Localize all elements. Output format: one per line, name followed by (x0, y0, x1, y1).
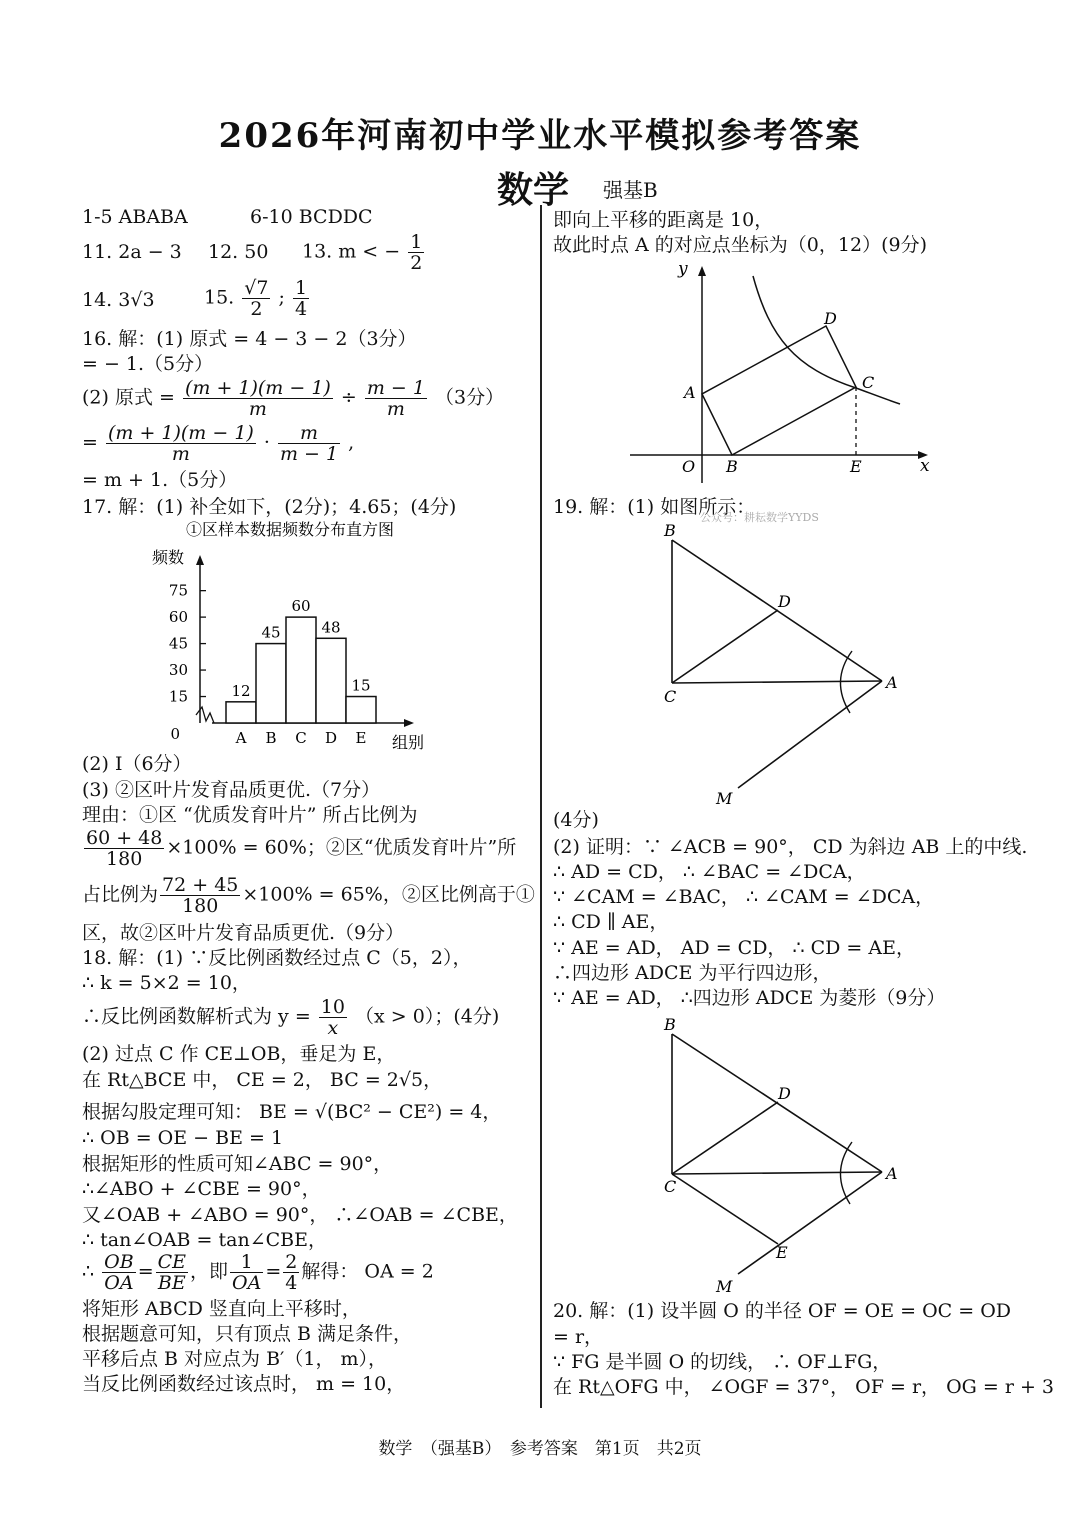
frac-den: 2 (250, 298, 263, 320)
segment-cd (672, 610, 778, 683)
q19-line-4: ∴ AD = CD， ∴ ∠BAC = ∠DCA， (553, 861, 866, 883)
q17-line-1: 17. 解：(1) 补全如下，(2分)；4.65；(4分) (82, 496, 457, 518)
label-d: D (824, 309, 837, 328)
q18-fraction-2-4 (283, 1252, 299, 1293)
watermark: 公众号：耕耘数学YYDS (700, 511, 819, 524)
q19-line-5: ∵ ∠CAM = ∠BAC， ∴ ∠CAM = ∠DCA， (553, 886, 935, 908)
label-e: E (776, 1243, 788, 1262)
y-axis-arrow (196, 555, 204, 565)
q18-line-10: 又∠OAB + ∠ABO = 90°， ∴∠OAB = ∠CBE， (82, 1204, 518, 1226)
category-label: D (324, 729, 338, 747)
category-label: B (265, 729, 277, 747)
q16-pre: (2) 原式 = (82, 386, 175, 409)
q20-line-2: = r， (553, 1326, 604, 1348)
frac-den: BE (157, 1272, 186, 1294)
frac-den: m − 1 (279, 443, 339, 465)
frac-num: OB (104, 1251, 134, 1273)
frac-den: m (248, 398, 267, 420)
category-label: E (355, 729, 367, 747)
q18-line-11: ∴ tan∠OAB = tan∠CBE， (82, 1229, 327, 1251)
r-line-1: 即向上平移的距离是 10， (553, 209, 774, 231)
ray-am (738, 1172, 882, 1274)
answers-6-10: 6-10 BCDDC (250, 206, 373, 228)
axis-break (196, 707, 214, 723)
subject-title: 数学 (497, 169, 570, 211)
q16-post: （3分） (435, 386, 505, 409)
q16-op: · (263, 431, 270, 454)
frac-num: CE (157, 1251, 187, 1273)
r-line-2: 故此时点 A 的对应点坐标为（0，12）(9分) (553, 234, 927, 256)
page-title: 2026年河南初中学业水平模拟参考答案 (218, 116, 862, 156)
bar-D (316, 638, 346, 723)
q16-op: ÷ (340, 386, 357, 409)
q19-line-1: 19. 解：(1) 如图所示： (553, 496, 756, 518)
y-tick-label: 75 (168, 581, 188, 600)
q18-fraction-ob-oa (102, 1252, 136, 1293)
frac-den: 2 (410, 252, 423, 274)
label-d: D (778, 592, 791, 611)
frac-den: m (171, 443, 190, 465)
frac-den: OA (232, 1272, 262, 1294)
q18-line-6: 根据勾股定理可知： BE = √(BC² − CE²) = 4， (82, 1101, 502, 1123)
bar-E (346, 697, 376, 723)
frac-den: OA (104, 1272, 134, 1294)
page-footer: 数学 （强基B） 参考答案 第1页 共2页 (378, 1439, 702, 1459)
column-divider (540, 205, 542, 1408)
histogram-chart (140, 515, 440, 755)
frac-num: 2 (285, 1251, 298, 1273)
q17-line-6-pre: 占比例为 (82, 883, 159, 906)
chart-origin-label: 0 (170, 725, 180, 743)
answer-15-sep: ; (278, 286, 285, 309)
label-b: B (664, 521, 676, 540)
q17-fraction-1 (84, 828, 164, 869)
q20-line-4: 在 Rt△OFG 中， ∠OGF = 37°， OF = r， OG = r + 3 (553, 1376, 1054, 1398)
label-m: M (716, 789, 733, 808)
label-d: D (778, 1084, 791, 1103)
rectangle-abcd (702, 326, 856, 455)
frac-num: m − 1 (366, 377, 425, 399)
bar-value-label: 45 (261, 623, 281, 642)
frac-num: (m + 1)(m − 1) (184, 377, 331, 399)
q18-fraction-ce-be (156, 1252, 188, 1293)
q16-line-5: = m + 1.（5分） (82, 469, 238, 491)
segment-cd (672, 1102, 778, 1174)
q16-pre: = (82, 431, 98, 454)
q18-line-3-pre: ∴反比例函数解析式为 y = (82, 1005, 311, 1028)
answer-15-label: 15. (204, 286, 235, 309)
q18-l12-pre: ∴ (82, 1260, 95, 1283)
q17-line-4: 理由：①区 “优质发育叶片” 所占比例为 (82, 804, 418, 826)
q20-line-3: ∵ FG 是半圆 O 的切线， ∴ OF⊥FG， (553, 1351, 892, 1373)
x-axis-arrow (404, 719, 414, 727)
frac-num: 72 + 45 (162, 874, 239, 896)
frac-num: 1 (410, 231, 423, 253)
answer-15-fraction-2 (293, 278, 309, 319)
label-y: y (678, 259, 688, 279)
q18-l12-post: 解得： OA = 2 (301, 1260, 434, 1283)
figure-19-construction-1 (650, 518, 910, 813)
frac-num: (m + 1)(m − 1) (107, 422, 254, 444)
q18-line-14: 根据题意可知，只有顶点 B 满足条件， (82, 1323, 413, 1345)
label-c: C (862, 373, 875, 392)
frac-den: 4 (285, 1272, 298, 1294)
chart-title: ①区样本数据频数分布直方图 (185, 520, 395, 539)
q18-fraction (319, 997, 347, 1038)
y-tick-label: 45 (168, 634, 188, 653)
q19-line-2: (4分) (553, 809, 599, 831)
q18-line-16: 当反比例函数经过该点时， m = 10， (82, 1373, 406, 1395)
frac-num: 10 (320, 996, 345, 1018)
q18-l12-mid: ，即 (190, 1260, 229, 1283)
answers-1-5: 1-5 ABABA (82, 206, 188, 228)
segment-ca (672, 1172, 882, 1174)
category-label: A (235, 729, 247, 747)
q19-line-7: ∵ AE = AD， AD = CD， ∴ CD = AE， (553, 937, 915, 959)
bar-value-label: 48 (321, 618, 341, 637)
q18-line-3-post: （x > 0）；(4分) (355, 1005, 500, 1028)
bar-A (226, 702, 256, 723)
q18-l12-eq2: = (265, 1260, 282, 1283)
bar-value-label: 12 (231, 681, 251, 700)
label-e: E (850, 457, 862, 476)
q16-fraction-1 (183, 378, 333, 419)
bar-B (256, 644, 286, 723)
q17-line-5 (82, 828, 516, 869)
y-axis-arrow (698, 266, 706, 276)
q18-line-12 (82, 1252, 434, 1293)
q17-line-6-text: ×100% = 65%，②区比例高于① (242, 883, 535, 906)
figure-18-coordinate (620, 258, 940, 498)
q16-fraction-3 (106, 423, 256, 464)
label-m: M (716, 1277, 733, 1296)
q17-line-3: (3) ②区叶片发育品质更优.（7分） (82, 779, 381, 801)
label-b: B (726, 457, 738, 476)
frac-num: m (278, 423, 340, 444)
q18-line-7: ∴ OB = OE − BE = 1 (82, 1127, 284, 1149)
frac-den: 180 (182, 895, 219, 917)
q17-line-7: 区，故②区叶片发育品质更优.（9分） (82, 922, 405, 944)
q16-line-4 (82, 423, 354, 464)
frac-den: 4 (294, 298, 308, 320)
chart-y-label: 频数 (152, 548, 185, 567)
segment-ca (672, 681, 882, 683)
q18-line-13: 将矩形 ABCD 竖直向上平移时， (82, 1298, 361, 1320)
bar-value-label: 15 (351, 676, 371, 695)
q17-fraction-2 (160, 875, 240, 916)
answer-13 (302, 232, 426, 273)
figure-19-construction-2 (650, 1012, 910, 1297)
q16-post: , (348, 431, 355, 454)
label-c: C (664, 1177, 677, 1196)
answer-15 (204, 278, 311, 319)
category-label: C (295, 729, 307, 747)
bar-value-label: 60 (291, 597, 311, 616)
label-o: O (682, 457, 696, 476)
q19-line-6: ∴ CD ∥ AE， (553, 911, 669, 933)
q18-line-8: 根据矩形的性质可知∠ABC = 90°， (82, 1153, 393, 1175)
q16-line-1: 16. 解：(1) 原式 = 4 − 3 − 2（3分） (82, 328, 417, 350)
q19-line-9: ∵ AE = AD， ∴四边形 ADCE 为菱形（9分） (553, 987, 946, 1009)
label-a: A (886, 1164, 898, 1183)
q17-line-6 (82, 875, 535, 916)
q19-line-3: (2) 证明：∵ ∠ACB = 90°， CD 为斜边 AB 上的中线. (553, 836, 1028, 858)
q16-fraction-2 (365, 378, 427, 419)
label-x: x (920, 456, 930, 476)
y-tick-label: 30 (168, 661, 188, 680)
answer-14: 14. 3√3 (82, 289, 155, 311)
q16-fraction-4 (278, 423, 340, 464)
segment-ce (672, 1174, 778, 1244)
frac-num: 60 + 48 (86, 827, 163, 849)
label-c: C (664, 687, 677, 706)
answer-13-fraction (408, 232, 424, 273)
q18-line-2: ∴ k = 5×2 = 10， (82, 972, 251, 994)
q18-fraction-1-oa (230, 1252, 263, 1293)
frac-den: x (327, 1017, 339, 1039)
answer-12: 12. 50 (208, 241, 269, 263)
q20-line-1: 20. 解：(1) 设半圆 O 的半径 OF = OE = OC = OD (553, 1300, 1012, 1322)
label-a: A (886, 673, 898, 692)
y-tick-label: 15 (168, 687, 188, 706)
bar-C (286, 617, 316, 723)
ray-am (738, 681, 882, 788)
q18-line-15: 平移后点 B 对应点为 B′（1， m）， (82, 1348, 388, 1370)
q17-line-2: (2) Ⅰ（6分） (82, 753, 192, 775)
q16-line-3 (82, 378, 504, 419)
answer-15-fraction-1 (242, 278, 270, 319)
hyperbola-curve (753, 276, 900, 404)
answer-11: 11. 2a − 3 (82, 241, 182, 263)
q18-line-4: (2) 过点 C 作 CE⊥OB，垂足为 E， (82, 1043, 396, 1065)
q18-line-5: 在 Rt△BCE 中， CE = 2， BC = 2√5， (82, 1069, 443, 1091)
frac-num: √7 (244, 277, 269, 299)
frac-den: 180 (106, 848, 143, 870)
label-a: A (684, 383, 696, 402)
frac-den: m (386, 398, 405, 420)
q19-line-8: ∴四边形 ADCE 为平行四边形， (553, 962, 832, 984)
subject-subtitle: 强基B (603, 178, 658, 202)
q18-line-3 (82, 997, 499, 1038)
y-tick-label: 60 (168, 608, 188, 627)
q17-line-5-text: ×100% = 60%；②区“优质发育叶片”所 (166, 836, 517, 859)
q18-l12-eq: = (137, 1260, 154, 1283)
label-b: B (664, 1015, 676, 1034)
frac-num: 1 (294, 277, 308, 299)
q18-line-9: ∴∠ABO + ∠CBE = 90°， (82, 1178, 321, 1200)
q18-line-1: 18. 解：(1) ∵反比例函数经过点 C（5，2）， (82, 947, 472, 969)
frac-num: 1 (230, 1252, 263, 1273)
answer-13-text: 13. m < − (302, 240, 401, 263)
chart-x-label: 组别 (392, 733, 425, 752)
q16-line-2: = − 1.（5分） (82, 353, 214, 375)
